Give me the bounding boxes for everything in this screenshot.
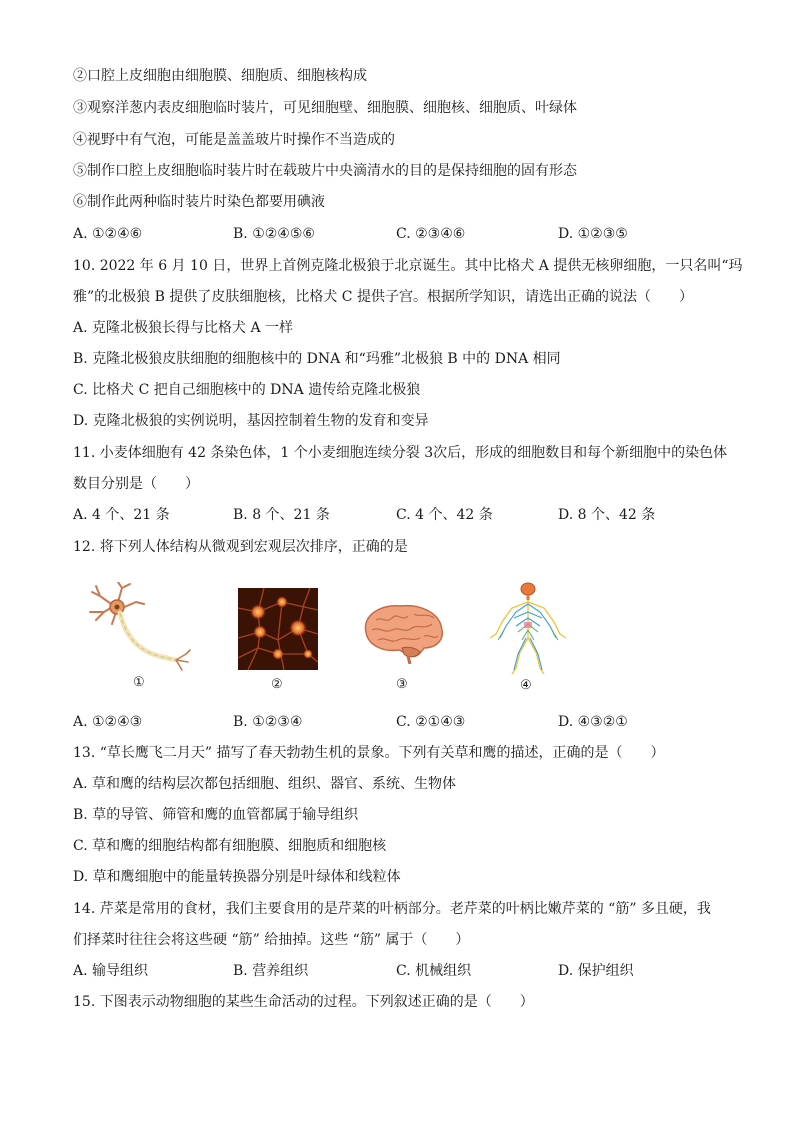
q15-stem: 15. 下图表示动物细胞的某些生命活动的过程。下列叙述正确的是（ ） — [73, 994, 534, 1010]
q9-option-a[interactable]: A. ①②④⑥ — [73, 226, 143, 242]
q13-option-a[interactable]: A. 草和鹰的结构层次都包括细胞、组织、器官、系统、生物体 — [73, 776, 457, 792]
q10-stem-line1: 10. 2022 年 6 月 10 日，世界上首例克隆北极狼于北京诞生。其中比格犬 A 提供无核卵细胞，一只名叫“玛 — [73, 258, 743, 274]
q9-option-c[interactable]: C. ②③④⑥ — [396, 226, 466, 242]
q14-stem-line1: 14. 芹菜是常用的食材，我们主要食用的是芹菜的叶柄部分。老芹菜的叶柄比嫩芹菜的 “筋” 多且硬，我 — [73, 901, 711, 917]
q11-stem-line1: 11. 小麦体细胞有 42 条染色体，1 个小麦细胞连续分裂 3次后，形成的细胞数目和每个新细胞中的染色体 — [73, 445, 728, 461]
figure-3-label: ③ — [396, 677, 408, 692]
q14-option-c[interactable]: C. 机械组织 — [396, 963, 472, 979]
q11-option-c[interactable]: C. 4 个、42 条 — [396, 507, 493, 523]
q14-option-b[interactable]: B. 营养组织 — [233, 963, 309, 979]
q10-option-a[interactable]: A. 克隆北极狼长得与比格犬 A 一样 — [73, 320, 294, 336]
q12-option-a[interactable]: A. ①②④③ — [73, 714, 143, 730]
q12-option-d[interactable]: D. ④③②① — [558, 714, 628, 730]
q13-stem: 13. “草长鹰飞二月天” 描写了春天勃勃生机的景象。下列有关草和鹰的描述，正确的是（ ） — [73, 745, 665, 761]
q9-statement-4: ④视野中有气泡，可能是盖盖玻片时操作不当造成的 — [73, 132, 395, 148]
figure-4-label: ④ — [520, 678, 532, 693]
q14-stem-line2: 们择菜时往往会将这些硬 “筋” 给抽掉。这些 “筋” 属于（ ） — [73, 932, 470, 948]
q10-option-b[interactable]: B. 克隆北极狼皮肤细胞的细胞核中的 DNA 和“玛雅”北极狼 B 中的 DNA 相同 — [73, 351, 561, 367]
neuron-cell-figure — [82, 582, 194, 672]
brain-organ-figure — [358, 602, 446, 664]
q9-option-b[interactable]: B. ①②④⑤⑥ — [233, 226, 315, 242]
q14-option-a[interactable]: A. 输导组织 — [73, 963, 149, 979]
q12-option-c[interactable]: C. ②①④③ — [396, 714, 466, 730]
q9-statement-5: ⑤制作口腔上皮细胞临时装片时在载玻片中央滴清水的目的是保持细胞的固有形态 — [73, 163, 577, 179]
q10-option-c[interactable]: C. 比格犬 C 把自己细胞核中的 DNA 遗传给克隆北极狼 — [73, 382, 421, 398]
q10-option-d[interactable]: D. 克隆北极狼的实例说明，基因控制着生物的发育和变异 — [73, 413, 429, 429]
figure-1-label: ① — [133, 675, 145, 690]
q12-option-b[interactable]: B. ①②③④ — [233, 714, 303, 730]
nerve-tissue-figure — [238, 588, 318, 670]
q13-option-d[interactable]: D. 草和鹰细胞中的能量转换器分别是叶绿体和线粒体 — [73, 869, 401, 885]
figure-2-label: ② — [271, 677, 283, 692]
q9-statement-3: ③观察洋葱内表皮细胞临时装片，可见细胞壁、细胞膜、细胞核、细胞质、叶绿体 — [73, 100, 577, 116]
q11-option-d[interactable]: D. 8 个、42 条 — [558, 507, 656, 523]
q12-stem: 12. 将下列人体结构从微观到宏观层次排序，正确的是 — [73, 539, 408, 555]
q9-statement-6: ⑥制作此两种临时装片时染色都要用碘液 — [73, 194, 325, 210]
nervous-system-figure — [486, 582, 570, 676]
q13-option-b[interactable]: B. 草的导管、筛管和鹰的血管都属于输导组织 — [73, 807, 359, 823]
q11-option-a[interactable]: A. 4 个、21 条 — [73, 507, 170, 523]
q9-option-d[interactable]: D. ①②③⑤ — [558, 226, 628, 242]
q13-option-c[interactable]: C. 草和鹰的细胞结构都有细胞膜、细胞质和细胞核 — [73, 838, 387, 854]
q9-statement-2: ②口腔上皮细胞由细胞膜、细胞质、细胞核构成 — [73, 68, 367, 84]
q10-stem-line2: 雅”的北极狼 B 提供了皮肤细胞核，比格犬 C 提供子宫。根据所学知识，请选出正确的说法（ ） — [73, 289, 693, 305]
q14-option-d[interactable]: D. 保护组织 — [558, 963, 634, 979]
q11-stem-line2: 数目分别是（ ） — [73, 476, 199, 492]
q11-option-b[interactable]: B. 8 个、21 条 — [233, 507, 330, 523]
